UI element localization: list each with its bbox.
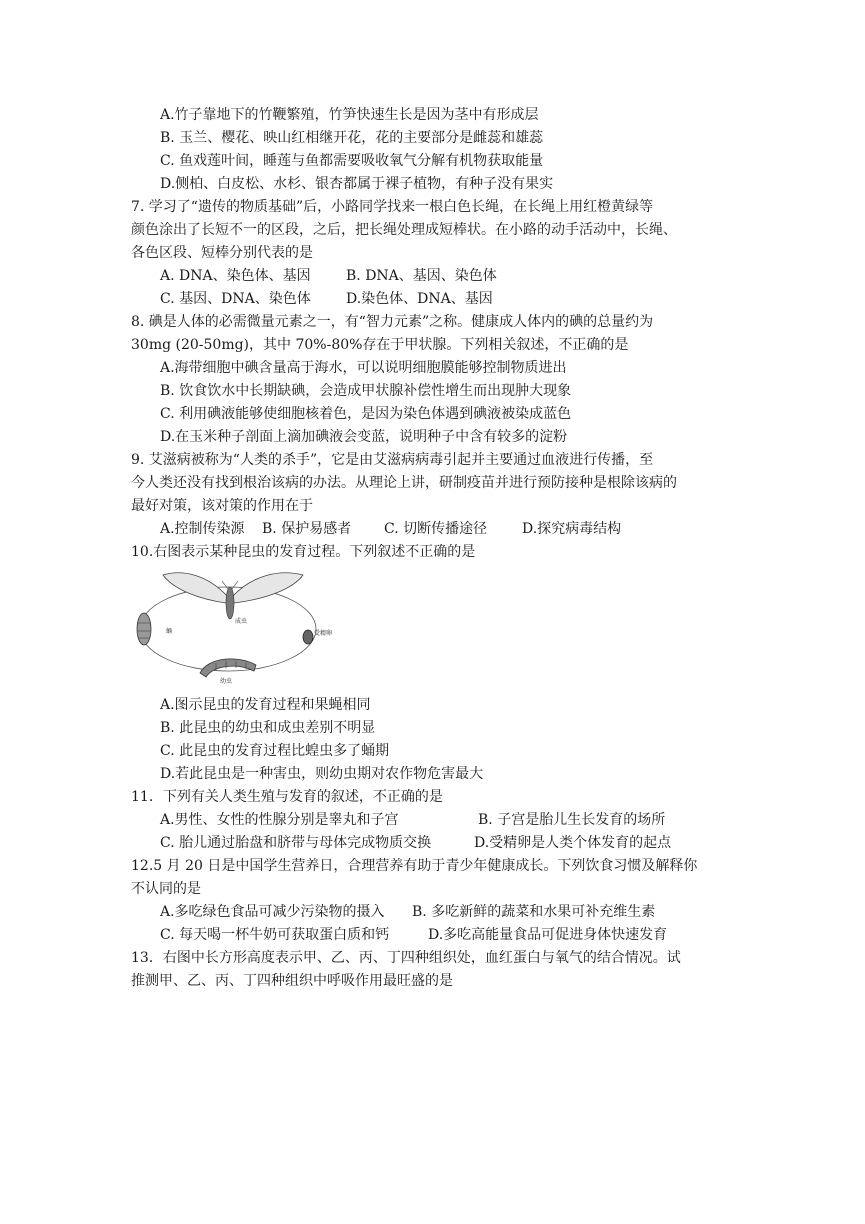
q12-option-a: A.多吃绿色食品可减少污染物的摄入 — [160, 904, 385, 920]
q9-option-d: D.探究病毒结构 — [522, 521, 622, 537]
q8-option-d: D.在玉米种子剖面上滴加碘液会变蓝，说明种子中含有较多的淀粉 — [160, 429, 568, 445]
q11-option-a: A.男性、女性的性腺分别是睾丸和子宫 — [160, 812, 399, 828]
egg-icon — [303, 630, 313, 644]
q8-stem-line-2: 30mg (20-50mg)，其中 70%-80%存在于甲状腺。下列相关叙述，不正确的是 — [131, 337, 629, 353]
insect-life-cycle-figure — [128, 567, 333, 685]
q12-option-b: B. 多吃新鲜的蔬菜和水果可补充维生素 — [412, 904, 656, 920]
q8-stem-line-1: 8. 碘是人体的必需微量元素之一，有“智力元素”之称。健康成人体内的碘的总量约为 — [131, 314, 654, 330]
q12-option-d: D.多吃高能量食品可促进身体快速发育 — [428, 927, 668, 943]
q9-stem-line-1: 9. 艾滋病被称为“人类的杀手”，它是由艾滋病病毒引起并主要通过血液进行传播，至 — [131, 452, 654, 468]
q9-option-c: C. 切断传播途径 — [384, 521, 488, 537]
q11-stem: 11．下列有关人类生殖与发育的叙述，不正确的是 — [131, 789, 443, 805]
q7-option-b: B. DNA、基因、染色体 — [346, 268, 497, 284]
q9-option-a: A.控制传染源 — [160, 521, 245, 537]
q8-option-a: A.海带细胞中碘含量高于海水，可以说明细胞膜能够控制物质进出 — [160, 360, 567, 376]
q10-option-c: C. 此昆虫的发育过程比蝗虫多了蛹期 — [160, 743, 390, 759]
q13-stem-line-2: 推测甲、乙、丙、丁四种组织中呼吸作用最旺盛的是 — [131, 973, 453, 989]
q12-stem-line-1: 12.5 月 20 日是中国学生营养日，合理营养有助于青少年健康成长。下列饮食习惯及解释你 — [131, 858, 698, 874]
larva-label: 幼虫 — [220, 678, 233, 685]
q8-option-b: B. 饮食饮水中长期缺碘，会造成甲状腺补偿性增生而出现肿大现象 — [160, 383, 572, 399]
q7-stem-line-3: 各色区段、短棒分别代表的是 — [131, 245, 313, 261]
q9-stem-line-3: 最好对策，该对策的作用在于 — [131, 498, 313, 514]
q10-option-a: A.图示昆虫的发育过程和果蝇相同 — [160, 697, 371, 713]
q9-stem-line-2: 今人类还没有找到根治该病的办法。从理论上讲，研制疫苗并进行预防接种是根除该病的 — [131, 475, 677, 491]
q6-option-d: D.侧柏、白皮松、水杉、银杏都属于裸子植物，有种子没有果实 — [160, 176, 554, 192]
q8-option-c: C. 利用碘液能够使细胞核着色，是因为染色体遇到碘液被染成蓝色 — [160, 406, 572, 422]
larva-icon — [200, 659, 256, 677]
q9-option-b: B. 保护易感者 — [262, 521, 352, 537]
q6-option-a: A.竹子靠地下的竹鞭繁殖，竹笋快速生长是因为茎中有形成层 — [160, 107, 539, 123]
adult-label: 成虫 — [235, 618, 248, 625]
q11-option-c: C. 胎儿通过胎盘和脐带与母体完成物质交换 — [160, 835, 432, 851]
pupa-icon — [137, 613, 151, 645]
q10-option-d: D.若此昆虫是一种害虫，则幼虫期对农作物危害最大 — [160, 766, 484, 782]
q7-stem-line-2: 颜色涂出了长短不一的区段，之后，把长绳处理成短棒状。在小路的动手活动中，长绳、 — [131, 222, 677, 238]
egg-label: 受精卵 — [314, 630, 333, 637]
q11-option-b: B. 子宫是胎儿生长发育的场所 — [478, 812, 666, 828]
q6-option-c: C. 鱼戏莲叶间，睡莲与鱼都需要吸收氧气分解有机物获取能量 — [160, 153, 544, 169]
q7-option-c: C. 基因、DNA、染色体 — [160, 291, 311, 307]
q7-option-a: A. DNA、染色体、基因 — [160, 268, 311, 284]
q11-option-d: D.受精卵是人类个体发育的起点 — [474, 835, 672, 851]
pupa-label: 蛹 — [166, 628, 173, 635]
q10-stem: 10.右图表示某种昆虫的发育过程。下列叙述不正确的是 — [131, 544, 476, 560]
q12-stem-line-2: 不认同的是 — [131, 881, 201, 897]
q10-option-b: B. 此昆虫的幼虫和成虫差别不明显 — [160, 720, 376, 736]
q7-stem-line-1: 7. 学习了“遗传的物质基础”后，小路同学找来一根白色长绳，在长绳上用红橙黄绿等 — [131, 199, 654, 215]
q13-stem-line-1: 13．右图中长方形高度表示甲、乙、丙、丁四种组织处，血红蛋白与氧气的结合情况。试 — [131, 950, 681, 966]
q7-option-d: D.染色体、DNA、基因 — [346, 291, 493, 307]
q6-option-b: B. 玉兰、樱花、映山红相继开花，花的主要部分是雌蕊和雄蕊 — [160, 130, 544, 146]
q12-option-c: C. 每天喝一杯牛奶可获取蛋白质和钙 — [160, 927, 390, 943]
